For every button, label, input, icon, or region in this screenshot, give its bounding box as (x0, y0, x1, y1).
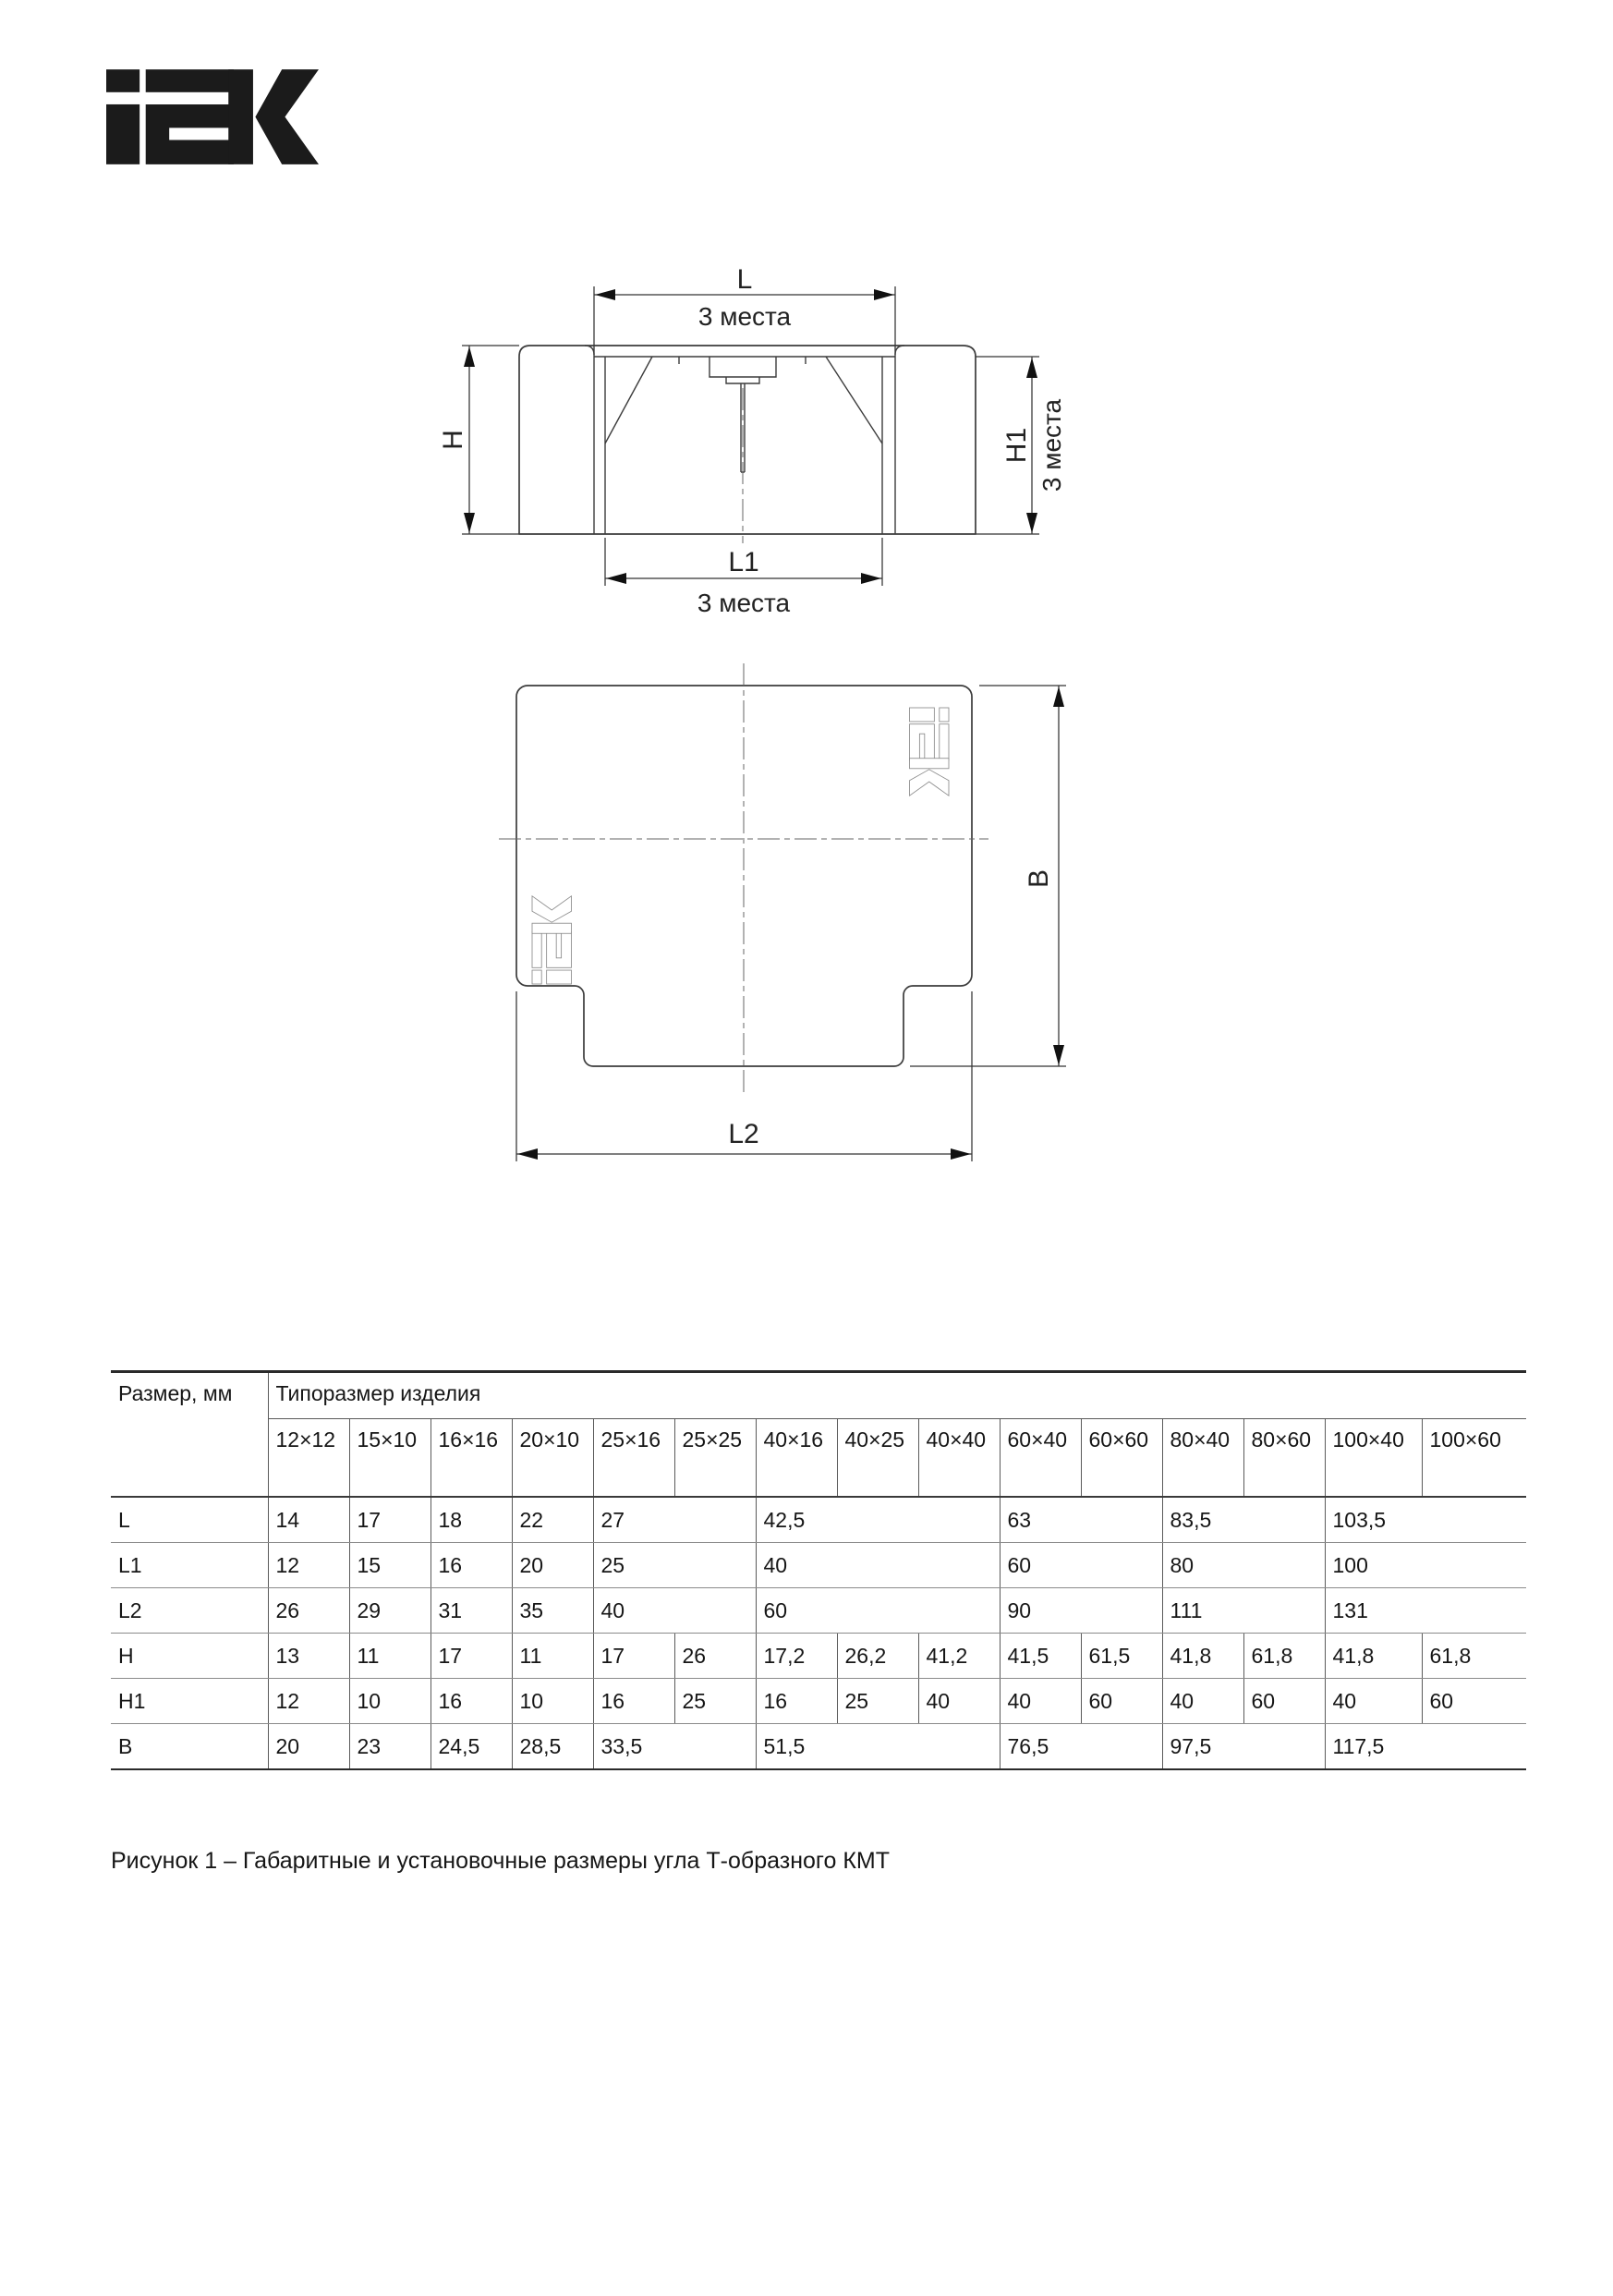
value-cell: 41,8 (1325, 1634, 1422, 1679)
value-cell: 111 (1162, 1588, 1325, 1634)
dim-label-l2: L2 (728, 1119, 759, 1149)
value-cell: 17 (593, 1634, 674, 1679)
value-cell: 97,5 (1162, 1724, 1325, 1770)
value-cell: 103,5 (1325, 1497, 1526, 1543)
dimensions-table-container (111, 1370, 1526, 1770)
size-column-header: 25×16 (593, 1419, 674, 1498)
table-row (111, 1588, 1526, 1634)
value-cell: 40 (918, 1679, 1000, 1724)
value-cell: 17,2 (756, 1634, 837, 1679)
value-cell: 29 (349, 1588, 431, 1634)
value-cell: 63 (1000, 1497, 1162, 1543)
iek-embossed-logo-left (532, 896, 572, 984)
value-cell: 17 (349, 1497, 431, 1543)
value-cell: 22 (512, 1497, 593, 1543)
value-cell: 26 (268, 1588, 349, 1634)
size-column-header: 25×25 (674, 1419, 756, 1498)
dim-label-l1: L1 (728, 547, 759, 577)
top-view-drawing (490, 661, 1090, 1187)
value-cell: 15 (349, 1543, 431, 1588)
value-cell: 23 (349, 1724, 431, 1770)
value-cell: 20 (512, 1543, 593, 1588)
row-label: H1 (111, 1679, 268, 1724)
front-view-drawing (425, 266, 1072, 631)
value-cell: 12 (268, 1679, 349, 1724)
value-cell: 61,8 (1422, 1634, 1526, 1679)
value-cell: 26,2 (837, 1634, 918, 1679)
row-label: H (111, 1634, 268, 1679)
value-cell: 60 (1422, 1679, 1526, 1724)
value-cell: 41,5 (1000, 1634, 1081, 1679)
size-column-header: 40×25 (837, 1419, 918, 1498)
value-cell: 25 (837, 1679, 918, 1724)
dim-label-b: B (1024, 869, 1054, 889)
iek-logo (106, 69, 319, 164)
value-cell: 13 (268, 1634, 349, 1679)
size-column-header: 15×10 (349, 1419, 431, 1498)
value-cell: 16 (431, 1543, 512, 1588)
value-cell: 16 (756, 1679, 837, 1724)
dim-label-l: L (736, 266, 753, 295)
value-cell: 60 (1000, 1543, 1162, 1588)
value-cell: 61,5 (1081, 1634, 1162, 1679)
row-label: L1 (111, 1543, 268, 1588)
size-column-header: 12×12 (268, 1419, 349, 1498)
table-corner-header: Размер, мм (111, 1372, 268, 1498)
value-cell: 100 (1325, 1543, 1526, 1588)
value-cell: 10 (349, 1679, 431, 1724)
value-cell: 25 (593, 1543, 756, 1588)
value-cell: 20 (268, 1724, 349, 1770)
value-cell: 83,5 (1162, 1497, 1325, 1543)
value-cell: 40 (593, 1588, 756, 1634)
value-cell: 27 (593, 1497, 756, 1543)
size-column-header: 100×60 (1422, 1419, 1526, 1498)
value-cell: 14 (268, 1497, 349, 1543)
table-row (111, 1634, 1526, 1679)
dim-label-l-places: 3 места (697, 302, 792, 331)
size-column-header: 60×40 (1000, 1419, 1081, 1498)
value-cell: 24,5 (431, 1724, 512, 1770)
row-label: B (111, 1724, 268, 1770)
size-column-header: 20×10 (512, 1419, 593, 1498)
value-cell: 42,5 (756, 1497, 1000, 1543)
value-cell: 28,5 (512, 1724, 593, 1770)
value-cell: 10 (512, 1679, 593, 1724)
size-column-header: 80×40 (1162, 1419, 1243, 1498)
value-cell: 17 (431, 1634, 512, 1679)
value-cell: 12 (268, 1543, 349, 1588)
value-cell: 51,5 (756, 1724, 1000, 1770)
value-cell: 60 (1081, 1679, 1162, 1724)
value-cell: 26 (674, 1634, 756, 1679)
value-cell: 11 (512, 1634, 593, 1679)
size-column-header: 80×60 (1243, 1419, 1325, 1498)
value-cell: 117,5 (1332, 1733, 1385, 1758)
dim-label-l1-places: 3 места (697, 589, 791, 617)
value-cell: 16 (593, 1679, 674, 1724)
size-column-header: 60×60 (1081, 1419, 1162, 1498)
size-column-header: 100×40 (1325, 1419, 1422, 1498)
value-cell: 41,8 (1162, 1634, 1243, 1679)
dim-label-h: H (438, 430, 468, 450)
table-row (111, 1679, 1526, 1724)
value-cell: 31 (431, 1588, 512, 1634)
table-row (111, 1543, 1526, 1588)
value-cell: 40 (1000, 1679, 1081, 1724)
size-column-header: 40×16 (756, 1419, 837, 1498)
value-cell: 76,5 (1000, 1724, 1162, 1770)
value-cell: 16 (431, 1679, 512, 1724)
value-cell: 40 (1162, 1679, 1243, 1724)
row-label: L2 (111, 1588, 268, 1634)
value-cell: 25 (674, 1679, 756, 1724)
dim-label-h1: H1 (1001, 427, 1032, 464)
value-cell: 41,2 (918, 1634, 1000, 1679)
figure-caption: Рисунок 1 – Габаритные и установочные размеры угла Т-образного КМТ (111, 1848, 890, 1874)
value-cell: 33,5 (593, 1724, 756, 1770)
value-cell: 90 (1000, 1588, 1162, 1634)
value-cell: 40 (756, 1543, 1000, 1588)
value-cell: 35 (512, 1588, 593, 1634)
table-row (111, 1724, 1526, 1770)
value-cell: 18 (431, 1497, 512, 1543)
value-cell: 61,8 (1243, 1634, 1325, 1679)
value-cell: 80 (1162, 1543, 1325, 1588)
table-group-header: Типоразмер изделия (268, 1372, 1526, 1419)
value-cell: 40 (1325, 1679, 1422, 1724)
dim-label-h1-places: 3 места (1037, 398, 1066, 492)
value-cell: 11 (349, 1634, 431, 1679)
value-cell: 60 (1243, 1679, 1325, 1724)
row-label: L (111, 1497, 268, 1543)
size-column-header: 40×40 (918, 1419, 1000, 1498)
dimensions-table (111, 1370, 1526, 1770)
table-row (111, 1497, 1526, 1543)
size-column-header: 16×16 (431, 1419, 512, 1498)
value-cell: 60 (756, 1588, 1000, 1634)
value-cell: 131 (1325, 1588, 1526, 1634)
iek-embossed-logo-right (910, 708, 950, 796)
